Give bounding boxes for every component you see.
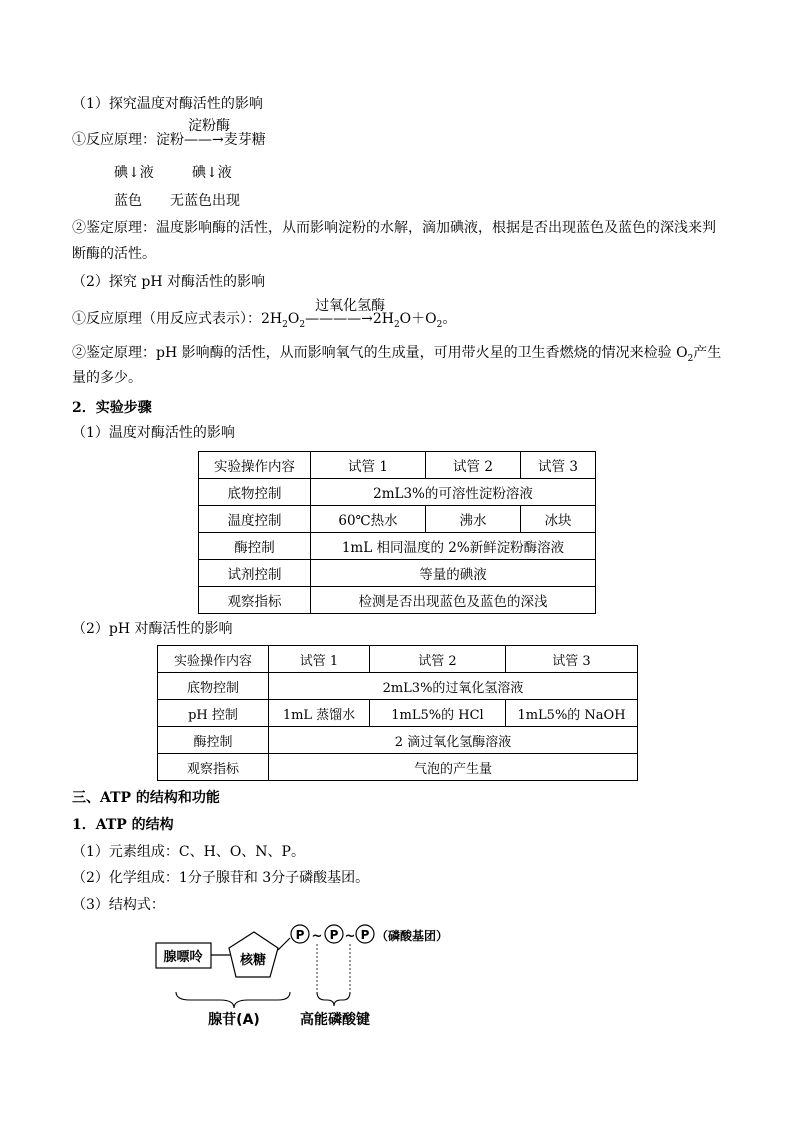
- s2-identify-1b: 产生: [693, 345, 722, 361]
- ribose-label: 核糖: [239, 953, 267, 968]
- merged-cell: 气泡的产生量: [269, 754, 638, 781]
- phosphate-group-label: （磷酸基团）: [376, 929, 449, 943]
- tilde-2: ~: [344, 929, 356, 944]
- s2-products-a: 2H: [372, 311, 394, 327]
- s2-sub-2: 2: [299, 320, 306, 330]
- merged-cell: 2mL3%的可溶性淀粉溶液: [311, 479, 596, 506]
- s2-identify-sub: 2: [687, 354, 694, 364]
- s2-reaction-line: [72, 298, 457, 331]
- atp-sub-heading: 1．ATP 的结构: [72, 817, 174, 833]
- table-header-cell: 试管 2: [370, 646, 506, 673]
- table-header-cell: 试管 1: [311, 452, 426, 479]
- adenosine-brace: [176, 992, 290, 1008]
- atp-formula-label: （3）结构式：: [72, 897, 165, 913]
- s1-color-2: 无蓝色出现: [170, 193, 240, 209]
- table-row: [199, 533, 596, 560]
- cell: 1mL 蒸馏水: [269, 700, 370, 727]
- s1-reaction-line: [72, 118, 266, 150]
- s2-heading: （2）探究 pH 对酶活性的影响: [72, 274, 265, 290]
- row-label: 酶控制: [199, 533, 311, 560]
- temperature-table: [198, 451, 596, 614]
- row-label: 观察指标: [199, 587, 311, 614]
- row-label: 酶控制: [158, 727, 269, 754]
- cell: 1mL5%的 HCl: [370, 700, 506, 727]
- table-header-row: [199, 452, 596, 479]
- row-label: 底物控制: [199, 479, 311, 506]
- s1-heading: （1）探究温度对酶活性的影响: [72, 96, 263, 112]
- s2-products-sub1: 2: [393, 320, 400, 330]
- table-row: [199, 587, 596, 614]
- table-row: [158, 727, 638, 754]
- table-header-row: [158, 646, 638, 673]
- s1-product: 麦芽糖: [223, 132, 266, 148]
- bond-brace: [317, 992, 350, 1006]
- merged-cell: 等量的碘液: [311, 560, 596, 587]
- table-row: [158, 673, 638, 700]
- cell: 60℃热水: [311, 506, 426, 533]
- s1-color-1: 蓝色: [114, 193, 142, 209]
- adenosine-label: 腺苷(A): [208, 1012, 260, 1028]
- table-row: [158, 754, 638, 781]
- atp-composition: （2）化学组成：1分子腺苷和 3分子磷酸基团。: [72, 870, 370, 886]
- cell: 冰块: [521, 506, 596, 533]
- s2-products-sub2: 2: [436, 320, 443, 330]
- row-label: pH 控制: [158, 700, 269, 727]
- s1-enzyme-arrow: [184, 118, 230, 150]
- atp-heading: 三、ATP 的结构和功能: [72, 790, 220, 806]
- s2-identify-line2: 量的多少。: [72, 370, 142, 386]
- table-row: [199, 560, 596, 587]
- table-header-cell: 实验操作内容: [158, 646, 269, 673]
- cell: 沸水: [426, 506, 521, 533]
- row-label: 试剂控制: [199, 560, 311, 587]
- s1-arrow: ——→: [184, 132, 224, 148]
- row-label: 温度控制: [199, 506, 311, 533]
- table1-caption: （1）温度对酶活性的影响: [72, 425, 235, 441]
- s1-iodine-2: 碘↓液: [192, 165, 232, 181]
- s2-identify-1a: ②鉴定原理：pH 影响酶的活性，从而影响氧气的生成量，可用带火星的卫生香燃烧的情况来检验 O: [72, 345, 688, 361]
- table-header-cell: 试管 1: [269, 646, 370, 673]
- phosphate-p-3: P: [360, 928, 370, 942]
- s2-products-end: 。: [442, 311, 457, 327]
- merged-cell: 2 滴过氧化氢酶溶液: [269, 727, 638, 754]
- table-row: [199, 506, 596, 533]
- table2-caption: （2）pH 对酶活性的影响: [72, 621, 233, 637]
- s2-enzyme-label: 过氧化氢酶: [315, 298, 386, 314]
- adenine-label: 腺嘌呤: [163, 950, 203, 965]
- steps-heading: 2．实验步骤: [72, 400, 152, 416]
- merged-cell: 2mL3%的过氧化氢溶液: [269, 673, 638, 700]
- s1-identify-line2: 断酶的活性。: [72, 246, 156, 262]
- s2-arrow: ————→: [305, 311, 373, 327]
- merged-cell: 1mL 相同温度的 2%新鲜淀粉酶溶液: [311, 533, 596, 560]
- table-row: [199, 479, 596, 506]
- ph-table: [157, 645, 638, 781]
- table-header-cell: 实验操作内容: [199, 452, 311, 479]
- high-energy-bond-label: 高能磷酸键: [300, 1012, 370, 1028]
- s1-iodine-1: 碘↓液: [114, 165, 154, 181]
- table-header-cell: 试管 3: [521, 452, 596, 479]
- tilde-1: ~: [311, 929, 323, 944]
- phosphate-p-2: P: [329, 928, 339, 942]
- merged-cell: 检测是否出现蓝色及蓝色的深浅: [311, 587, 596, 614]
- row-label: 底物控制: [158, 673, 269, 700]
- table-header-cell: 试管 2: [426, 452, 521, 479]
- s1-identify-line1: ②鉴定原理：温度影响酶的活性，从而影响淀粉的水解，滴加碘液，根据是否出现蓝色及蓝色的深浅来判: [72, 220, 716, 236]
- s2-reaction-prefix: ①反应原理（用反应式表示）：2H: [72, 311, 283, 327]
- s2-products-b: O＋O: [399, 311, 437, 327]
- row-label: 观察指标: [158, 754, 269, 781]
- s2-o: O: [287, 311, 300, 327]
- atp-elements: （1）元素组成：C、H、O、N、P。: [72, 844, 305, 860]
- s2-sub-1: 2: [282, 320, 288, 330]
- table-header-cell: 试管 3: [506, 646, 638, 673]
- atp-structure-diagram: [150, 920, 490, 1030]
- s1-reaction-prefix: ①反应原理：淀粉: [72, 132, 184, 148]
- s1-enzyme-label: 淀粉酶: [188, 118, 230, 134]
- cell: 1mL5%的 NaOH: [506, 700, 638, 727]
- s2-identify-line1: [72, 343, 721, 365]
- phosphate-p-1: P: [295, 928, 305, 942]
- table-row: [158, 700, 638, 727]
